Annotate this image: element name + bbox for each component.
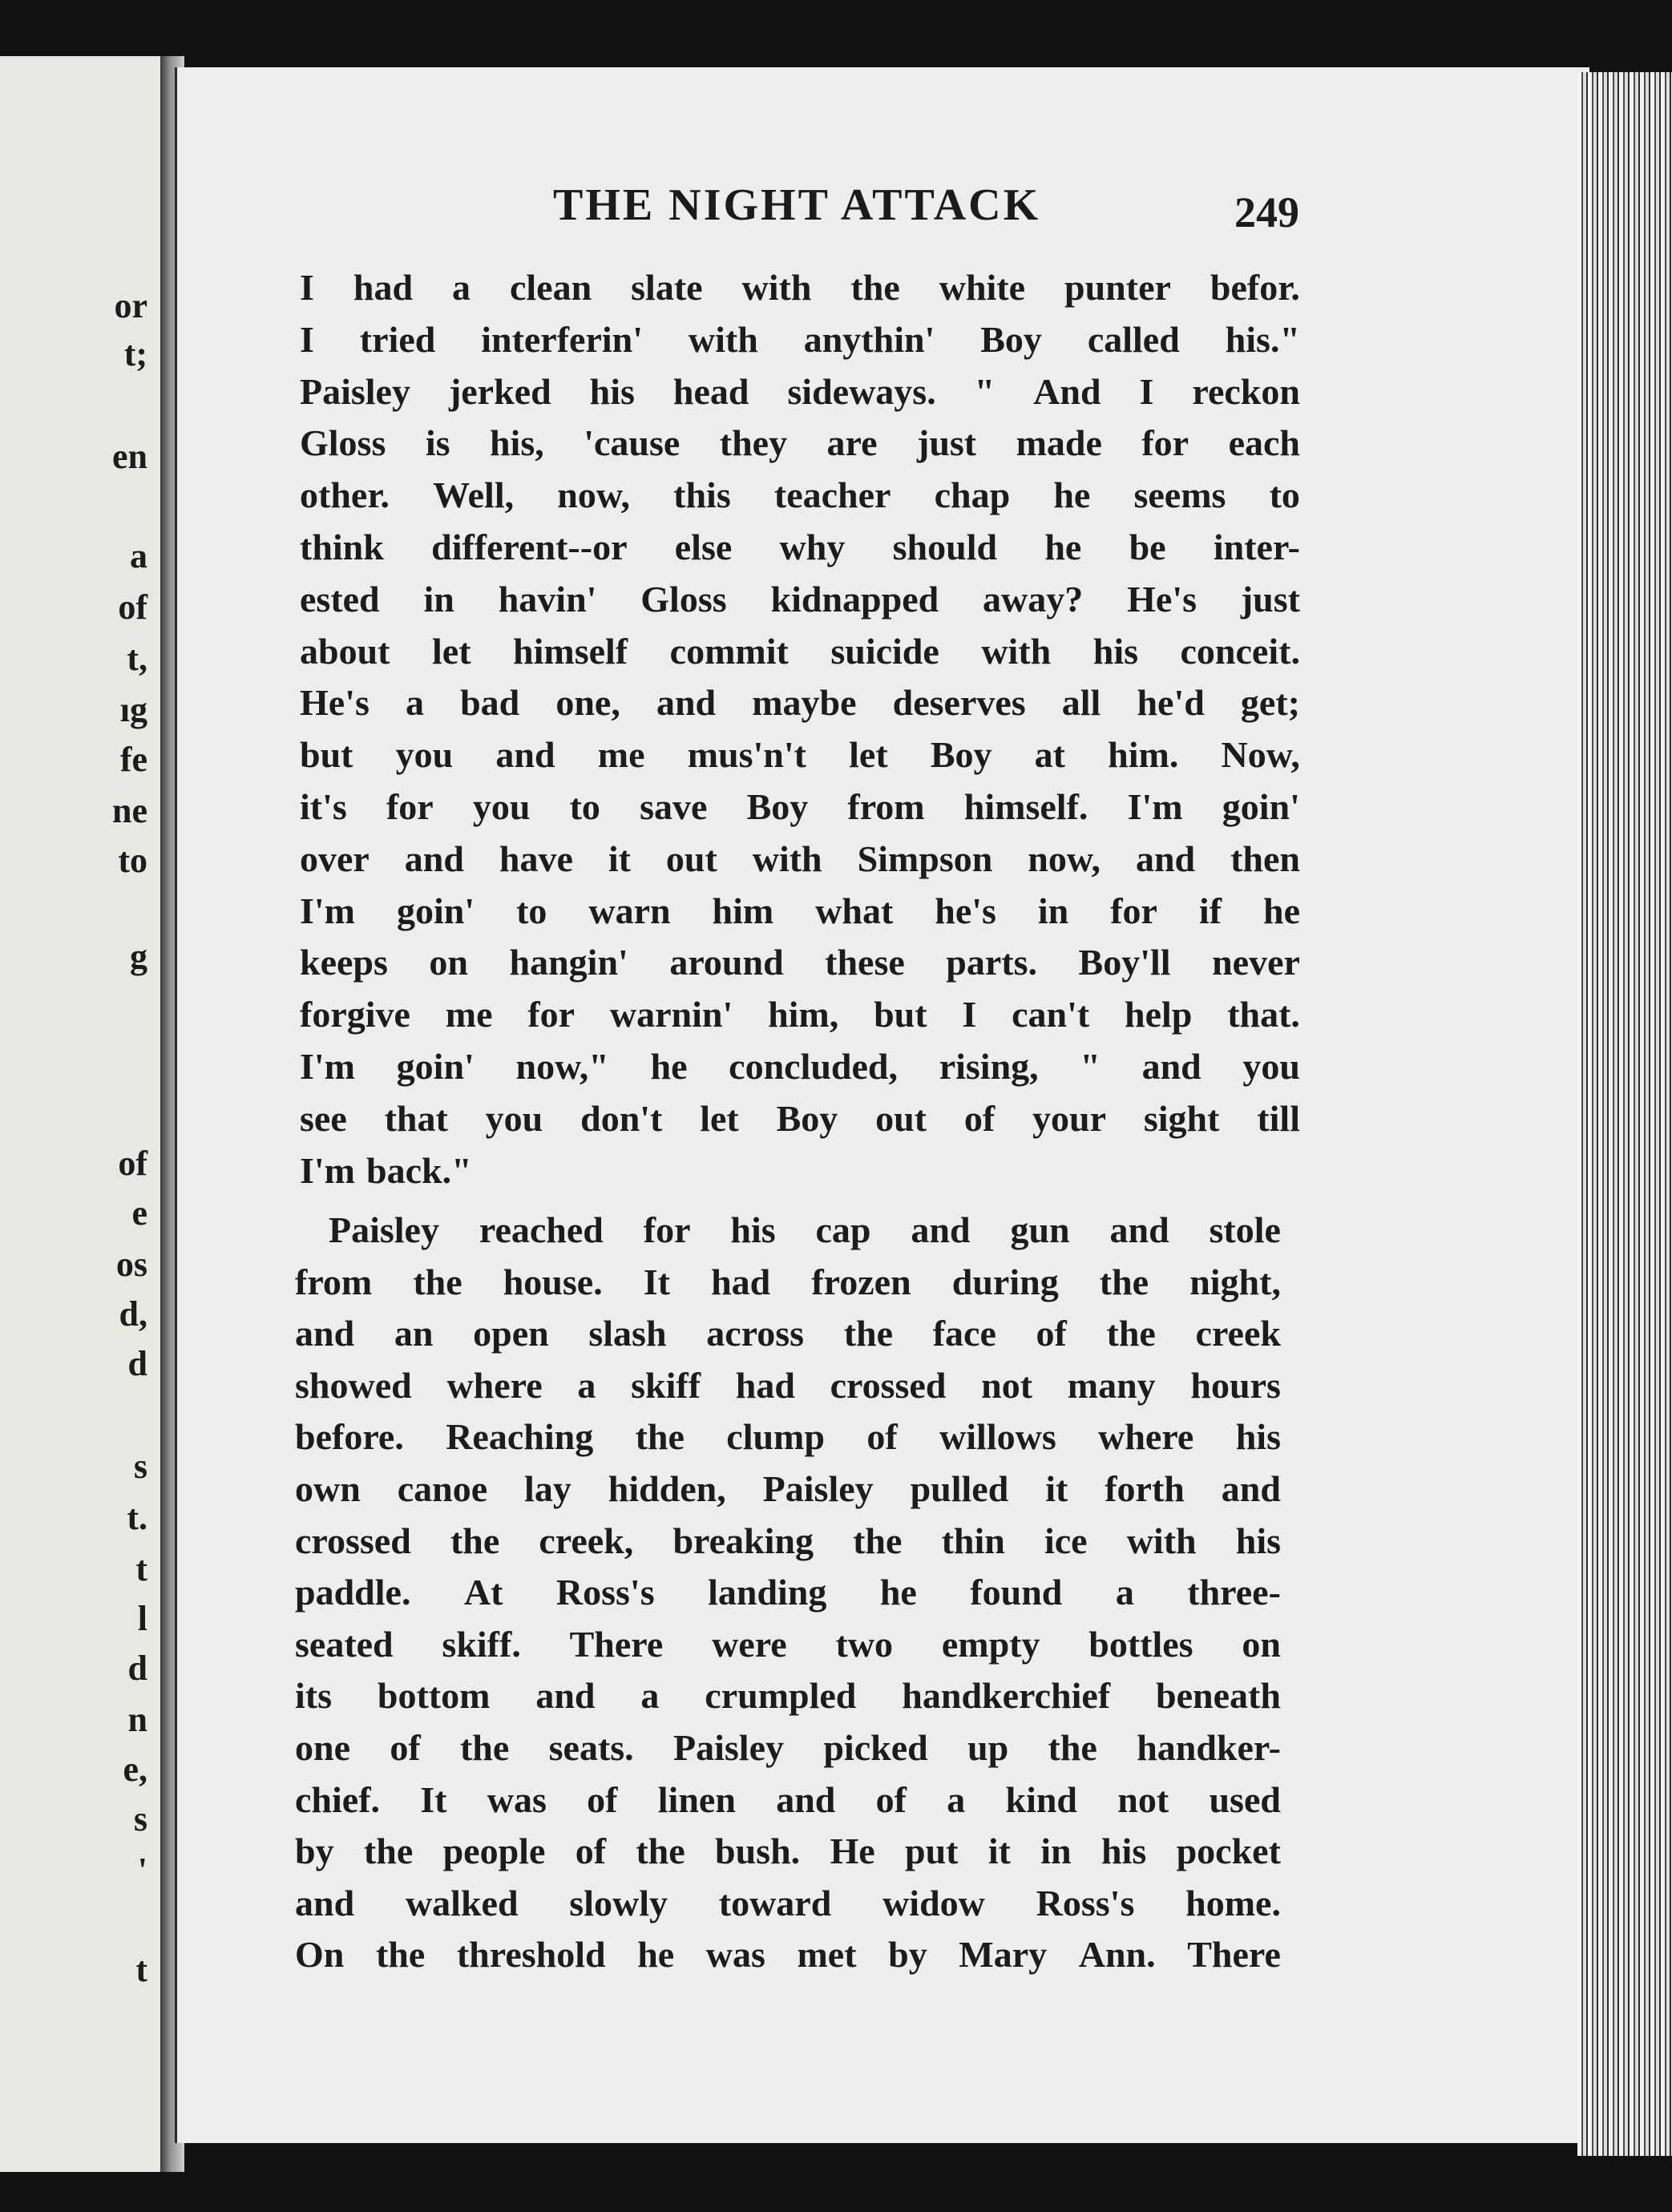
text-line: by the people of the bush. He put it in his pocket [295, 1831, 1281, 1871]
text-line: forgive me for warnin' him, but I can't help that. [300, 994, 1300, 1035]
left-page-fragment: a [130, 536, 147, 575]
text-line: see that you don't let Boy out of your sight till [300, 1098, 1300, 1139]
left-page-fragment: d [127, 1344, 147, 1383]
text-line: paddle. At Ross's landing he found a three- [295, 1572, 1281, 1613]
left-page-fragment: t [135, 1549, 147, 1588]
left-page-fragment: or [114, 286, 147, 325]
left-page-fragment: s [133, 1447, 147, 1486]
text-line: seated skiff. There were two empty bottles on [295, 1624, 1281, 1665]
running-head: THE NIGHT ATTACK [553, 180, 1041, 230]
left-page-fragment: l [137, 1599, 147, 1638]
left-page-fragment: ' [137, 1851, 147, 1890]
text-line: think different--or else why should he be inter- [300, 527, 1300, 567]
text-line: showed where a skiff had crossed not many hours [295, 1365, 1281, 1406]
left-page-fragment: t [135, 1950, 147, 1989]
left-facing-page [0, 56, 163, 2172]
left-page-fragment: d [127, 1649, 147, 1688]
text-line: over and have it out with Simpson now, and then [300, 838, 1300, 879]
text-line: from the house. It had frozen during the night, [295, 1261, 1281, 1302]
left-page-fragment: e, [123, 1750, 147, 1789]
page-edge-stack [1577, 72, 1672, 2156]
page-number: 249 [1234, 188, 1299, 236]
text-line: Paisley jerked his head sideways. " And I reckon [300, 371, 1300, 412]
left-page-fragment: t. [127, 1498, 147, 1537]
text-line: other. Well, now, this teacher chap he seems to [300, 474, 1300, 515]
left-page-fragment: of [118, 587, 147, 627]
text-line: it's for you to save Boy from himself. I'm goin' [300, 786, 1300, 827]
text-line: I tried interferin' with anythin' Boy called his." [300, 319, 1300, 360]
text-line: chief. It was of linen and of a kind not used [295, 1779, 1281, 1820]
text-line: crossed the creek, breaking the thin ice with his [295, 1520, 1281, 1561]
text-line: own canoe lay hidden, Paisley pulled it forth and [295, 1468, 1281, 1509]
left-page-fragment: t, [127, 639, 147, 678]
text-line: one of the seats. Paisley picked up the handker- [295, 1727, 1281, 1768]
text-line: but you and me mus'n't let Boy at him. Now, [300, 734, 1300, 775]
text-line: its bottom and a crumpled handkerchief beneath [295, 1675, 1281, 1716]
left-page-fragment: ıg [119, 690, 147, 729]
text-line: keeps on hangin' around these parts. Boy'll never [300, 942, 1300, 983]
left-page-fragment: en [112, 437, 147, 476]
left-page-fragment: t; [123, 334, 147, 373]
text-line: and walked slowly toward widow Ross's home. [295, 1883, 1281, 1923]
left-page-fragment: of [118, 1144, 147, 1183]
text-line: He's a bad one, and maybe deserves all he'd get; [300, 682, 1300, 723]
text-line: I'm goin' to warn him what he's in for if he [300, 890, 1300, 931]
text-line: Paisley reached for his cap and gun and stole [329, 1209, 1281, 1250]
left-page-fragment: to [118, 841, 147, 880]
text-line: ested in havin' Gloss kidnapped away? He's just [300, 579, 1300, 620]
text-line: before. Reaching the clump of willows where his [295, 1416, 1281, 1457]
text-line: I'm goin' now," he concluded, rising, " and you [300, 1046, 1300, 1087]
text-line: On the threshold he was met by Mary Ann. There [295, 1934, 1281, 1975]
text-line: about let himself commit suicide with his conceit. [300, 631, 1300, 672]
left-page-fragment: n [127, 1700, 147, 1739]
text-line: Gloss is his, 'cause they are just made for each [300, 422, 1300, 463]
text-line: I had a clean slate with the white punter befor. [300, 267, 1300, 308]
left-page-fragment: d, [119, 1294, 147, 1334]
left-page-fragment: e [131, 1193, 147, 1233]
left-page-fragment: fe [119, 740, 147, 779]
left-page-fragment: os [115, 1245, 147, 1284]
left-page-fragment: ne [112, 791, 147, 830]
text-line: and an open slash across the face of the creek [295, 1313, 1281, 1354]
text-line: I'm back." [300, 1150, 472, 1191]
left-page-fragment: g [130, 937, 147, 976]
left-page-fragment: s [133, 1799, 147, 1839]
